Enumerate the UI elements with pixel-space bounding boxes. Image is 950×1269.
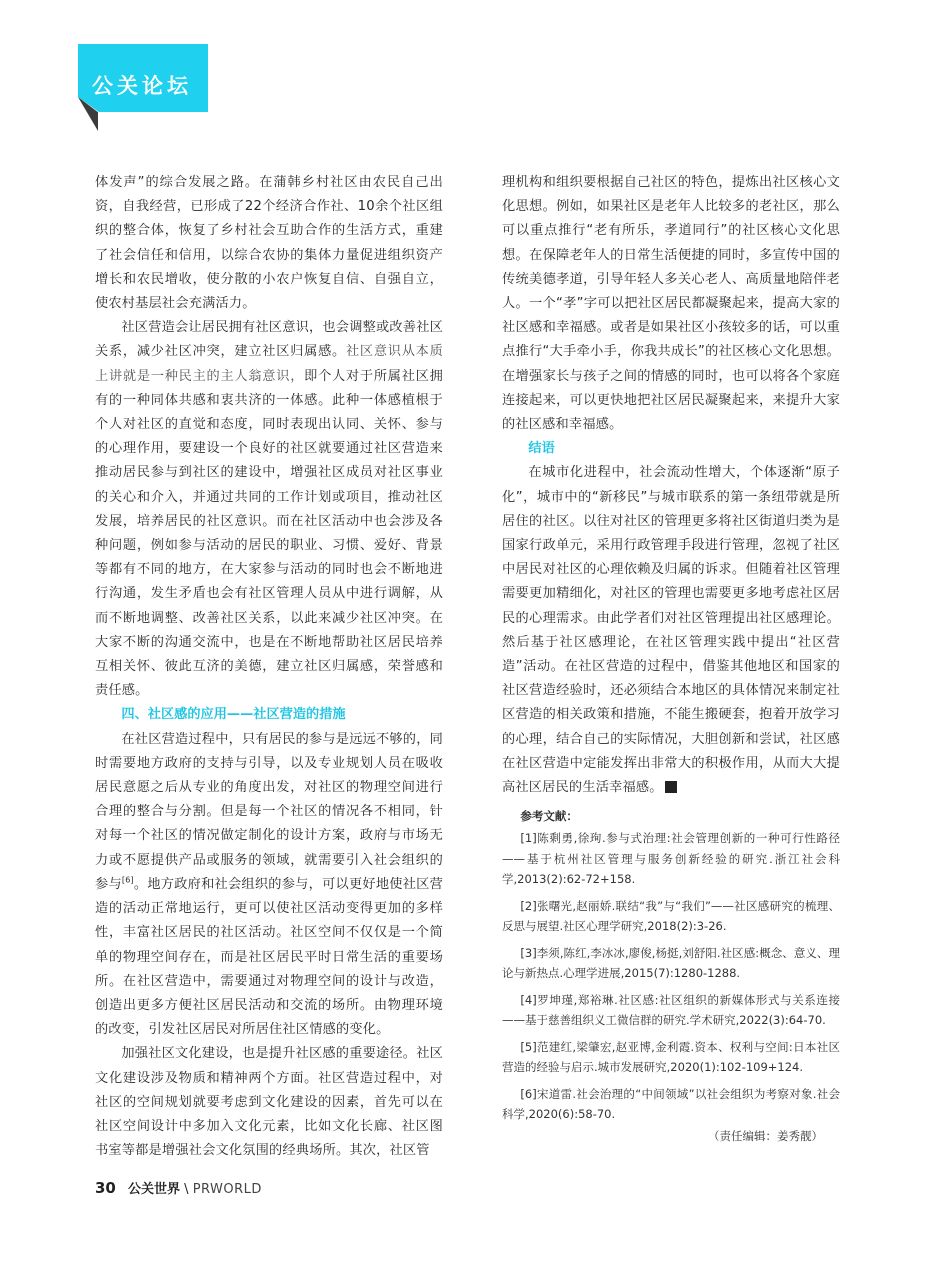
- text: 在社区营造过程中，只有居民的参与是远远不够的，同时需要地方政府的支持与引导，以及专业规划人员在吸收居民意愿之后从专业的角度出发，对社区的物理空间进行合理的整合与分割。但是每一个社区的情况各不相同，针对每一个社区的情况做定制化的设计方案，政府与市场无力或不愿提供产品或服务的领域，就需要引入社会组织的参与: [95, 731, 443, 892]
- magazine-name-en: PRWORLD: [192, 1182, 262, 1197]
- paragraph: [95, 316, 443, 703]
- section-heading: 四、社区感的应用——社区营造的措施: [121, 707, 346, 723]
- editor-credit: （责任编辑：姜秀靓）: [708, 1129, 823, 1143]
- left-column: [95, 171, 443, 1163]
- footer-separator: \: [184, 1182, 189, 1197]
- reference-item: [6]宋道雷.社会治理的“中间领域”以社会组织为考察对象.社会科学,2020(6):58-70.: [502, 1086, 840, 1122]
- reference-item: [5]范建红,梁肇宏,赵亚博,金利霞.资本、权利与空间:日本社区营造的经验与启示.城市发展研究,2020(1):102-109+124.: [502, 1039, 840, 1075]
- paragraph: 理机构和组织要根据自己社区的特色，提炼出社区核心文化思想。例如，如果社区是老年人比较多的老社区，那么可以重点推行“老有所乐，孝道同行”的社区核心文化思想。在保障老年人的日常生活便捷的同时，多宣传中国的传统美德孝道，引导年轻人多关心老人、高质量地陪伴老人。一个“孝”字可以把社区居民都凝聚起来，提高大家的社区感和幸福感。或者是如果社区小孩较多的话，可以重点推行“大手牵小手，你我共成长”的社区核心文化思想。在增强家长与孩子之间的情感的同时，也可以将各个家庭连接起来，可以更快地把社区居民凝聚起来，来提升大家的社区感和幸福感。: [502, 175, 840, 433]
- paragraph: 体发声”的综合发展之路。在蒲韩乡村社区由农民自己出资，自我经营，已形成了22个经济合作社、10余个社区组织的整合体，恢复了乡村社会互助合作的生活方式，重建了社会信任和信用，以综合农协的集体力量促进组织资产增长和农民增收，使分散的小农户恢复自信、自强自立，使农村基层社会充满活力。: [95, 175, 443, 312]
- paragraph: 加强社区文化建设，也是提升社区感的重要途径。社区文化建设涉及物质和精神两个方面。社区营造过程中，对社区的空间规划就要考虑到文化建设的因素，首先可以在社区空间设计中多加入文化元素，比如文化长廊、社区图书室等都是增强社会文化氛围的经典场所。其次，社区管: [95, 1046, 443, 1159]
- citation: [6]: [121, 875, 134, 885]
- reference-item: [3]李须,陈红,李冰冰,廖俊,杨挺,刘舒阳.社区感:概念、意义、理论与新热点.心理学进展,2015(7):1280-1288.: [502, 945, 840, 981]
- text: 在城市化进程中，社会流动性增大，个体逐渐“原子化”，城市中的“新移民”与城市联系的第一条纽带就是所居住的社区。以往对社区的管理更多将社区街道归类为是国家行政单元，采用行政管理手段进行管理，忽视了社区中居民对社区的心理依赖及归属的诉求。但随着社区管理需要更加精细化，对社区的管理也需要更多地考虑社区居民的心理需求。由此学者们对社区管理提出社区感理论。然后基于社区感理论，在社区管理实践中提出“社区营造”活动。在社区营造的过程中，借鉴其他地区和国家的社区营造经验时，还必须结合本地区的具体情况来制定社区营造的相关政策和措施，不能生搬硬套，抱着开放学习的心理，结合自己的实际情况，大胆创新和尝试，社区感在社区营造中定能发挥出非常大的积极作用，从而大大提高社区居民的生活幸福感。: [502, 465, 840, 796]
- text: 。地方政府和社会组织的参与，可以更好地使社区营造的活动正常地运行，更可以使社区活动变得更加的多样性，丰富社区居民的社区活动。社区空间不仅仅是一个简单的物理空间存在，而是社区居民平时日常生活的重要场所。在社区营造中，需要通过对物理空间的设计与改造，创造出更多方便社区居民活动和交流的场所。由物理环境的改变，引发社区居民对所居住社区情感的变化。: [95, 876, 443, 1038]
- right-column: [502, 171, 840, 1131]
- text: 即个人对于所属社区拥有的一种同体共感和衷共济的一体感。此种一体感植根于个人对社区的直觉和态度，同时表现出认同、关怀、参与的心理作用，要建设一个良好的社区就要通过社区营造来推动居民参与到社区的建设中，增强社区成员对社区事业的关心和介入，并通过共同的工作计划或项目，推动社区发展，培养居民的社区意识。而在社区活动中也会涉及各种问题，例如参与活动的居民的职业、习惯、爱好、背景等都有不同的地方，在大家参与活动的同时也会不断地进行沟通，发生矛盾也会有社区管理人员从中进行调解，从而不断地调整、改善社区关系，以此来减少社区冲突。在大家不断的沟通交流中，也是在不断地帮助社区居民培养互相关怀、彼此互济的美德，建立社区归属感，荣誉感和责任感。: [95, 368, 444, 699]
- paragraph: [95, 728, 443, 1043]
- page-footer: [95, 1178, 262, 1197]
- pr-end-icon: PR: [665, 781, 677, 793]
- magazine-name: 公关世界: [128, 1182, 181, 1197]
- section-heading: 结语: [528, 441, 555, 457]
- reference-item: [2]张曙光,赵丽娇.联结“我”与“我们”——社区感研究的梳理、反思与展望.社区心理学研究,2018(2):3-26.: [502, 898, 840, 934]
- references-title: 参考文献：: [520, 809, 578, 824]
- page-number: 30: [95, 1179, 116, 1197]
- reference-item: [1]陈剩勇,徐珣.参与式治理:社会管理创新的一种可行性路径——基于杭州社区管理与服务创新经验的研究.浙江社会科学,2013(2):62-72+158.: [502, 831, 840, 887]
- text: 社区营造会让居民拥有社区意识，也会调整或改善社区关系，减少社区冲突，建立社区归属感。: [95, 320, 443, 360]
- section-title: 公关论坛: [92, 74, 192, 98]
- reference-item: [4]罗坤瑾,郑裕琳.社区感:社区组织的新媒体形式与关系连接——基于慈善组织义工微信群的研究.学术研究,2022(3):64-70.: [502, 992, 840, 1028]
- text-highlight: 社区意识从本质上讲就是一种民主的主人翁意识，: [95, 344, 443, 384]
- paragraph: [502, 461, 840, 800]
